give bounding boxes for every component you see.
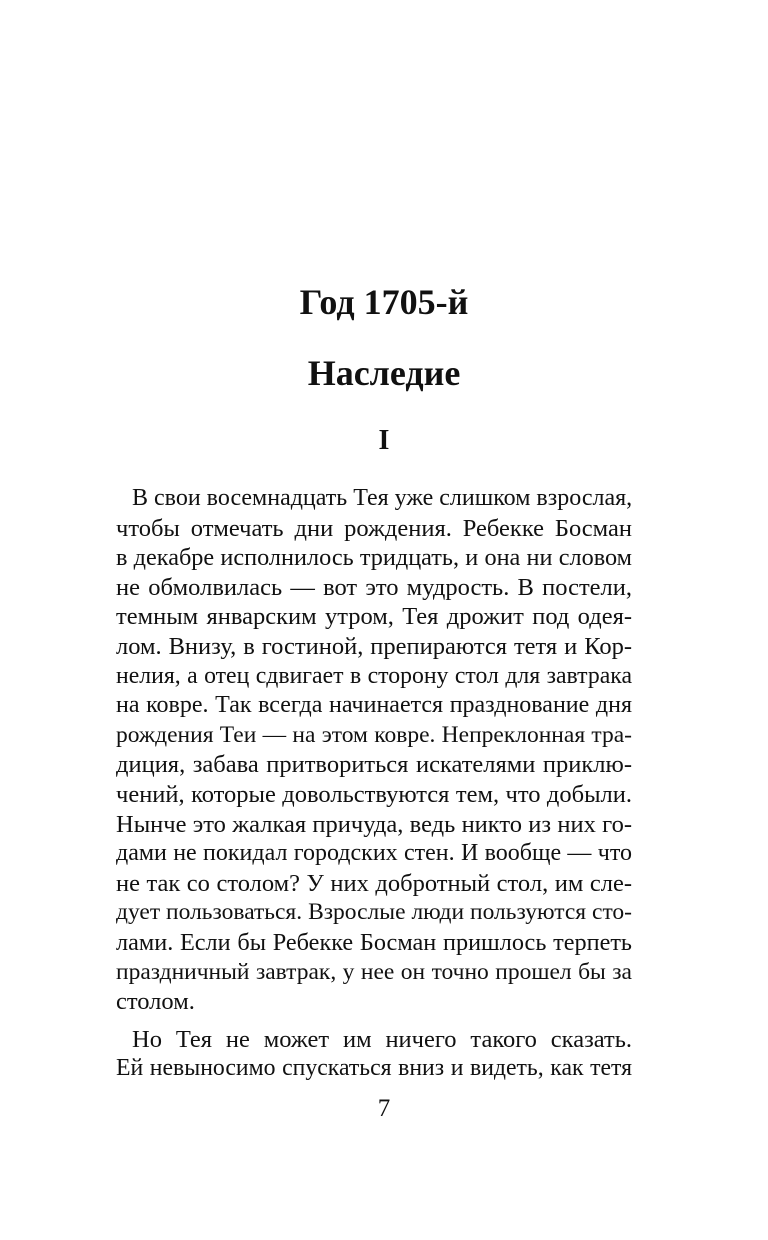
text-line: Нынче это жалкая причуда, ведь никто из них го- (116, 810, 632, 838)
section-number: I (378, 425, 390, 456)
text-line: диция, забава притвориться искателями приклю- (116, 751, 632, 779)
text-line: дами не покидал городских стен. И вообще — что (116, 840, 632, 867)
body-text (116, 484, 632, 1084)
text-line: Но Тея не может им ничего такого сказать. (132, 1025, 632, 1053)
text-line: в декабре исполнилось тридцать, и она ни словом (116, 544, 632, 572)
text-line: В свои восемнадцать Тея уже слишком взрослая, (132, 485, 633, 511)
chapter-title: Наследие (307, 353, 461, 393)
text-line: темным январским утром, Тея дрожит под одея- (116, 603, 632, 631)
text-line: лами. Если бы Ребекке Босман пришлось терпеть (116, 928, 632, 956)
text-line: дует пользоваться. Взрослые люди пользуются сто- (116, 899, 632, 926)
text-line: не обмолвилась — вот это мудрость. В постели, (116, 573, 632, 601)
text-line: лом. Внизу, в гостиной, препираются тетя и Кор- (116, 632, 632, 660)
text-line: чений, которые довольствуются тем, что добыли. (116, 780, 632, 808)
paragraph-gap (116, 1017, 632, 1025)
text-line: нелия, а отец сдвигает в сторону стол для завтрака (116, 662, 632, 689)
year-heading: Год 1705-й (299, 282, 469, 322)
paragraph (116, 1025, 632, 1084)
text-line: Ей невыносимо спускаться вниз и видеть, как тетя (116, 1055, 632, 1082)
paragraph (116, 484, 632, 1017)
text-line: на ковре. Так всегда начинается празднование дня (116, 692, 632, 719)
text-line: столом. (116, 988, 195, 1016)
page-number: 7 (377, 1095, 391, 1122)
text-line: чтобы отмечать дни рождения. Ребекке Босман (116, 514, 632, 542)
text-line: праздничный завтрак, у нее он точно прошел бы за (116, 958, 632, 985)
text-line: рождения Теи — на этом ковре. Непреклонная тра- (116, 721, 632, 748)
text-line: не так со столом? У них добротный стол, им сле- (116, 869, 632, 897)
